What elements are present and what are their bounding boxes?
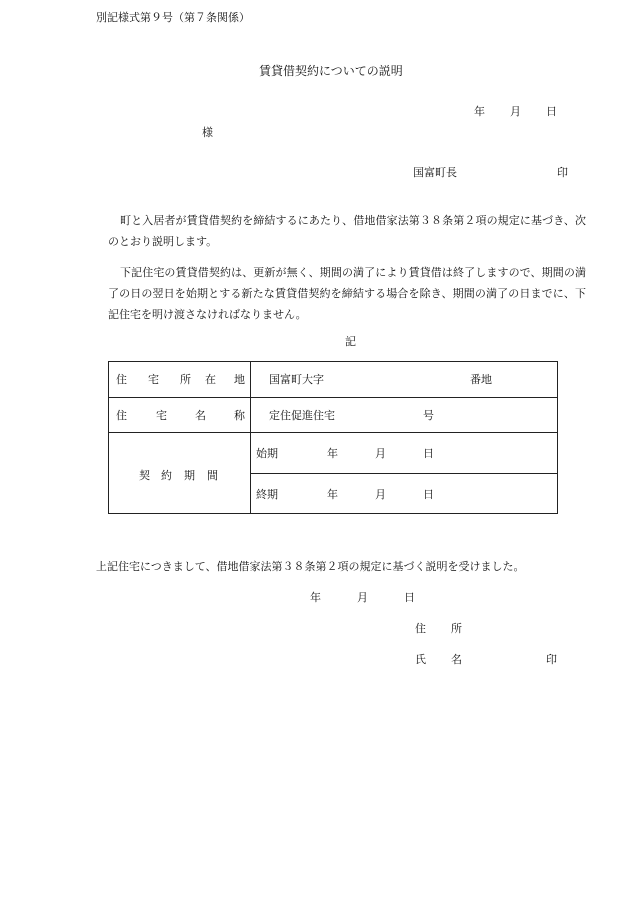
period-start-year: 年 [327,447,338,460]
label-housing-name: 住 宅 名 称 [109,398,251,433]
ack-seal: 印 [546,653,557,666]
paragraph-terms: 下記住宅の賃貸借契約は、更新が無く、期間の満了により賃貸借は終了しますので、期間の満了の日の翌日を始期とする新たな賃貸借契約を締結する場合を除き、期間の満了の日までに、下記住宅を明け渡さなければなりません。 [108,266,586,321]
period-end-month: 月 [375,488,386,501]
label-address: 住 宅 所 在 地 [109,362,251,398]
paragraph-explanation: 町と入居者が賃貸借契約を締結するにあたり、借地借家法第３８条第２項の規定に基づき、次のとおり説明します。 [108,214,586,248]
ack-date-day: 日 [404,591,415,604]
issuer-seal: 印 [557,166,568,179]
contract-table [108,361,558,514]
period-start-day: 日 [423,447,434,460]
period-start-month: 月 [375,447,386,460]
ack-address-label-2: 所 [451,622,462,635]
date-day: 日 [546,105,557,118]
period-start-label: 始期 [256,447,278,460]
label-contract-period: 契 約 期 間 [109,433,251,514]
ack-name-label-2: 名 [451,653,462,666]
document-title: 賃貸借契約についての説明 [259,64,403,78]
ack-address-label-1: 住 [415,622,426,635]
value-period-end [251,474,558,514]
period-end-day: 日 [423,488,434,501]
address-value: 国富町大字 [269,373,324,386]
period-end-label: 終期 [256,488,278,501]
note-mark: 記 [345,335,356,348]
table-row-period-start [109,433,558,474]
value-period-start [251,433,558,474]
table-row-housing-name [109,398,558,433]
addressee-honorific: 様 [202,126,213,139]
date-year: 年 [474,105,485,118]
date-month: 月 [510,105,521,118]
housing-number-suffix: 号 [423,409,434,422]
value-housing-name [251,398,558,433]
housing-name-value: 定住促進住宅 [269,409,335,422]
period-end-year: 年 [327,488,338,501]
ack-name-label-1: 氏 [415,653,426,666]
form-number: 別記様式第９号（第７条関係） [96,11,250,24]
value-address [251,362,558,398]
table-row-address [109,362,558,398]
issuer-name: 国富町長 [413,166,457,179]
ack-date-month: 月 [357,591,368,604]
address-suffix: 番地 [470,373,492,386]
acknowledgement-text: 上記住宅につきまして、借地借家法第３８条第２項の規定に基づく説明を受けました。 [96,560,525,573]
ack-date-year: 年 [310,591,321,604]
